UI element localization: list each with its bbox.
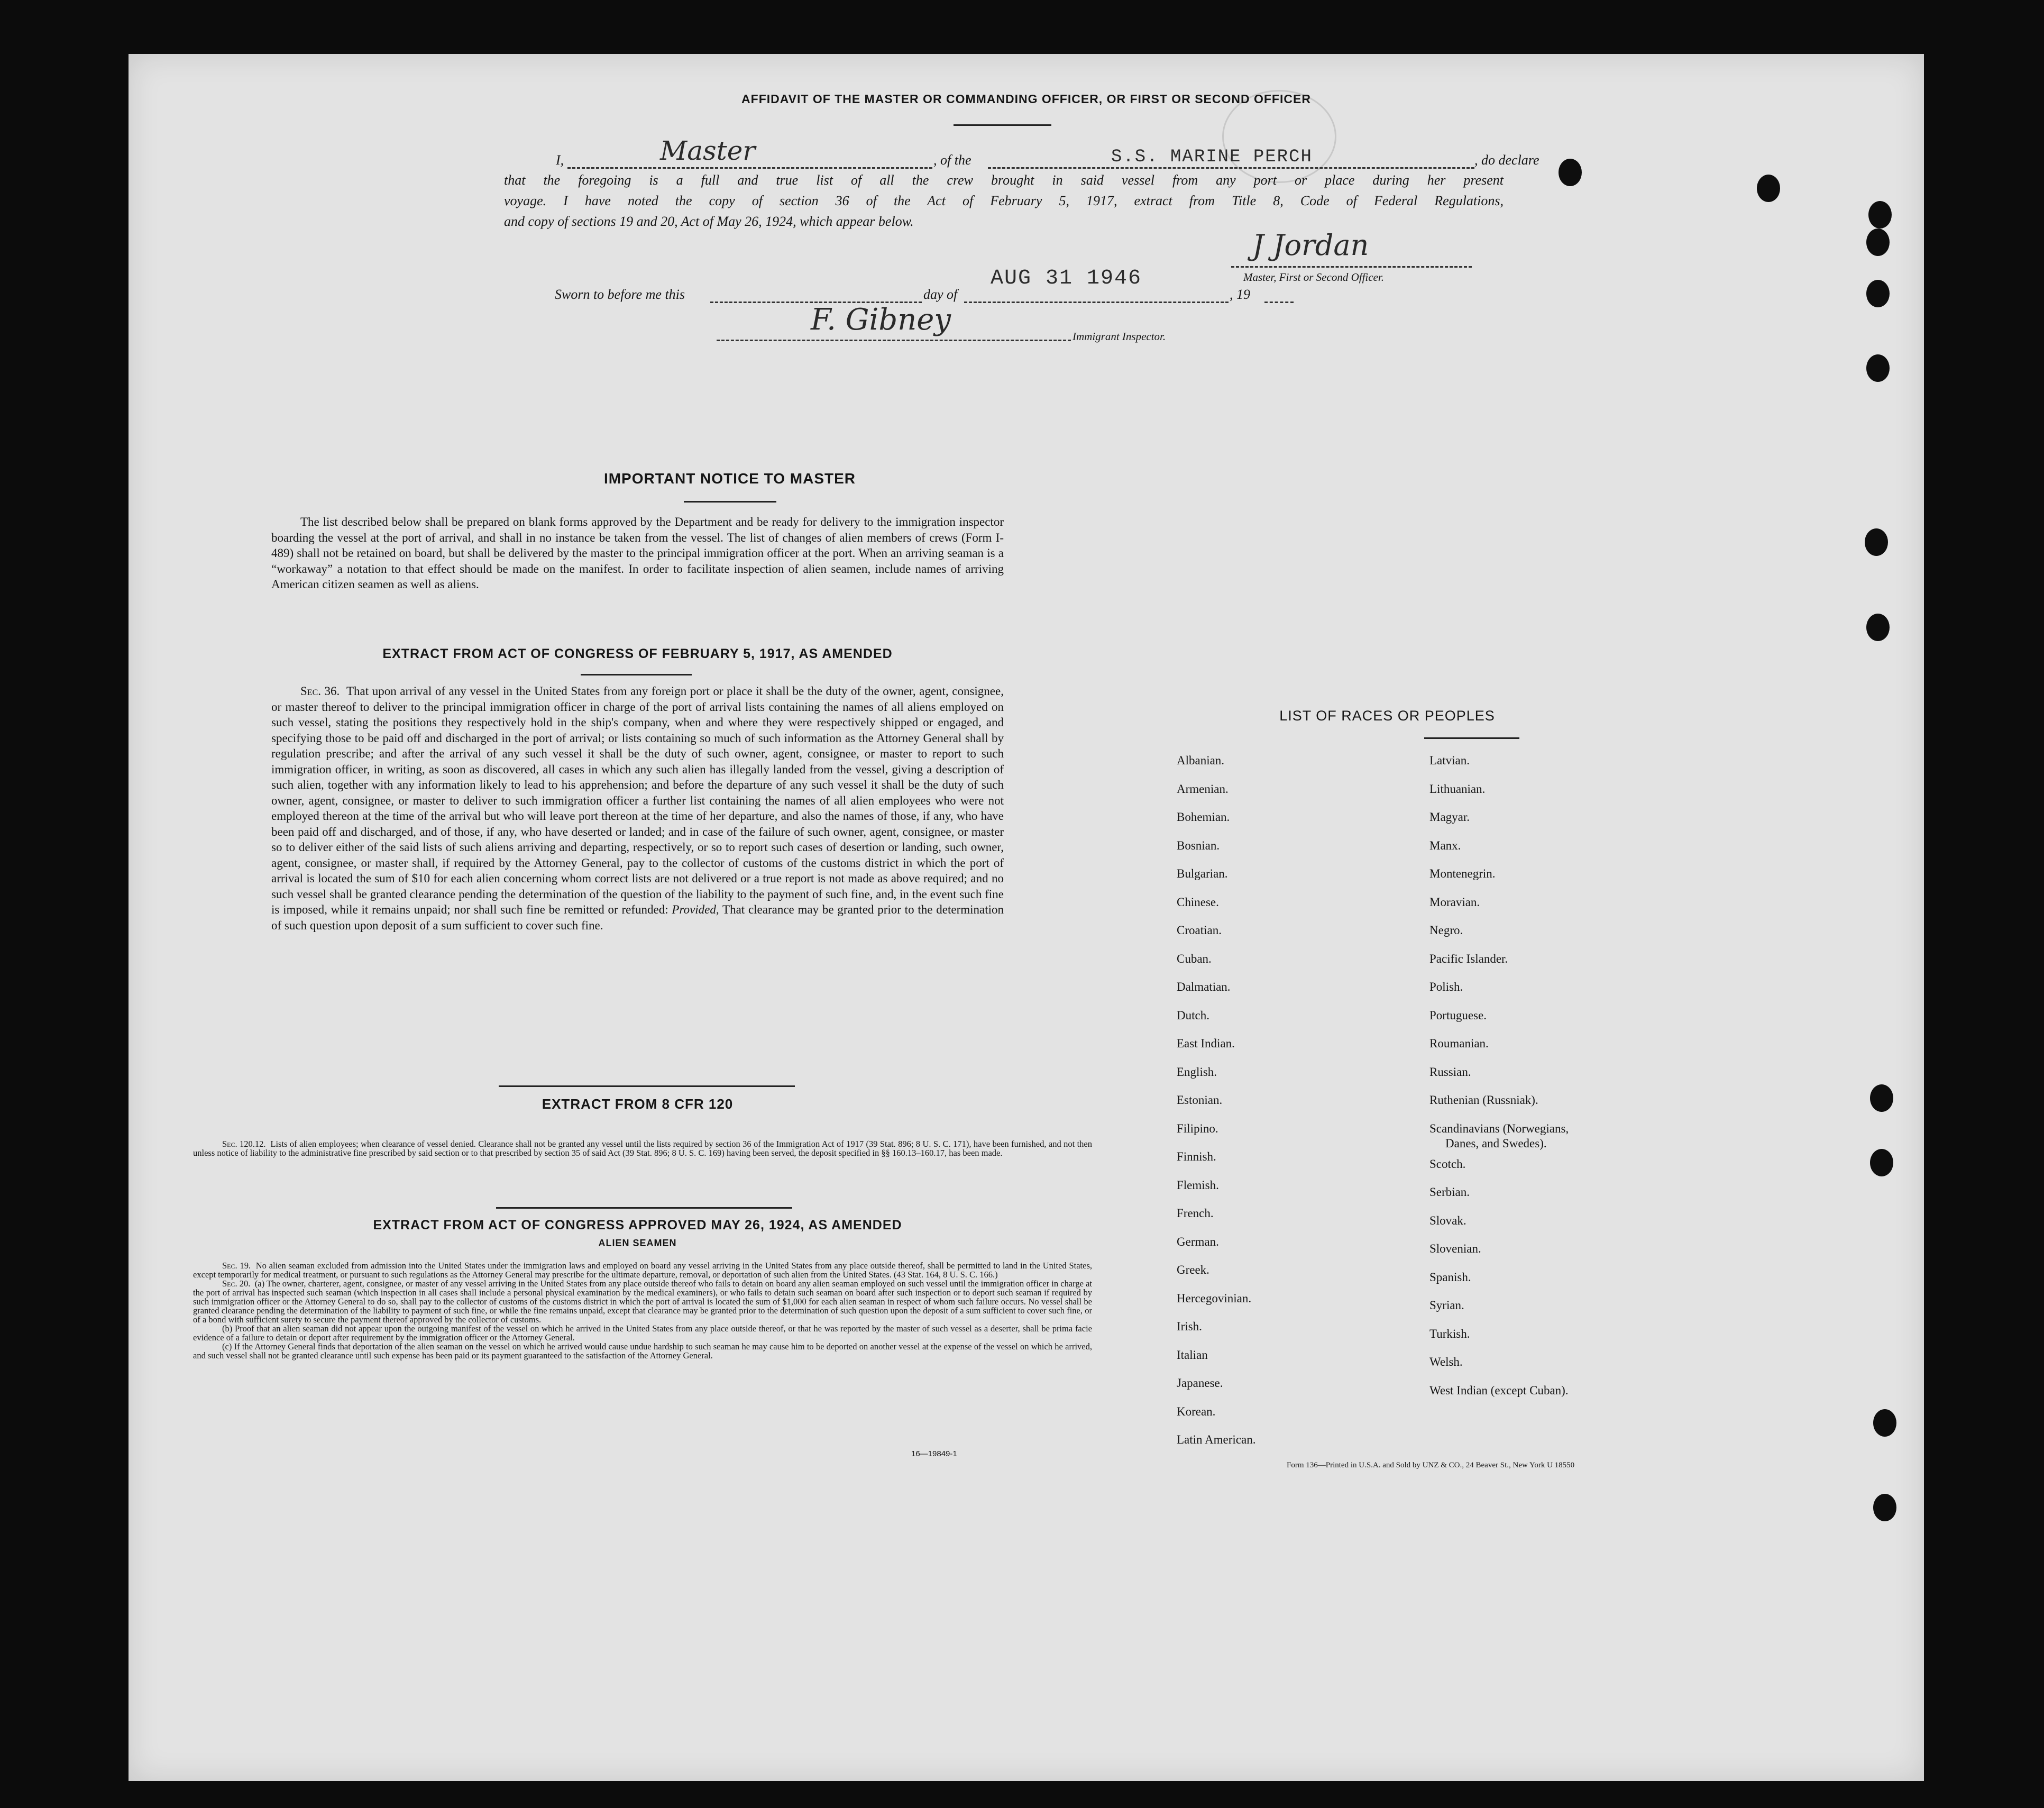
race-item: Syrian.	[1429, 1299, 1464, 1312]
signature-line	[1231, 266, 1472, 268]
title-divider	[954, 124, 1051, 126]
race-item: Bosnian.	[1177, 838, 1220, 852]
race-item: Japanese.	[1177, 1376, 1223, 1390]
binder-hole	[1870, 1084, 1893, 1112]
cfr-divider-top	[499, 1085, 795, 1087]
sec-36-text-end: That clearance may be granted prior to the determination of such question upon deposit of a sum sufficient to cover such fine.	[271, 903, 1004, 932]
race-item: Spanish.	[1429, 1270, 1471, 1284]
race-item: Bulgarian.	[1177, 867, 1228, 880]
race-item: Bohemian.	[1177, 810, 1230, 824]
act-1924-title: EXTRACT FROM ACT OF CONGRESS APPROVED MAY 26, 1924, AS AMENDED	[373, 1218, 902, 1232]
race-item: Latvian.	[1429, 754, 1470, 767]
race-item: Croatian.	[1177, 924, 1222, 937]
binder-hole	[1870, 1149, 1893, 1176]
race-item: Lithuanian.	[1429, 782, 1486, 796]
i-label: I,	[556, 152, 564, 168]
race-item: Dalmatian.	[1177, 980, 1231, 993]
race-item: Estonian.	[1177, 1093, 1223, 1107]
notice-divider	[684, 501, 776, 503]
race-item-scandinavians-line-2: Danes, and Swedes).	[1445, 1136, 1547, 1150]
race-item: Portuguese.	[1429, 1008, 1487, 1022]
binder-hole	[1873, 1494, 1896, 1521]
race-item: Slovak.	[1429, 1213, 1466, 1227]
race-item: West Indian (except Cuban).	[1429, 1383, 1569, 1397]
inspector-signature: F. Gibney	[811, 303, 951, 337]
cfr-title: EXTRACT FROM 8 CFR 120	[542, 1096, 734, 1112]
race-item: Chinese.	[1177, 895, 1219, 909]
sec-20a-text: (a) The owner, charterer, agent, consignee, or master of any vessel arriving in the United States from any place outside thereof who fails to detain on board any alien seaman employed on such vessel until the immigration officer in charge at the port of arrival has inspected such seaman (which inspection in all cases shall include a personal physical examination by the medical examiners), or who fails to detain such seaman on board after such inspection or to deport such seaman if required by such immigration officer or the Attorney General to do so, shall pay to the collector of customs of the customs district in which the port of arrival is located the sum of $1,000 for each alien seaman in respect of whom such failure occurs. No vessel shall be granted clearance pending the determination of the liability to payment of such fine, or while the fine remains unpaid, except that clearance may be granted prior to the determination of such question upon the deposit of a sum sufficient to cover such fine, or of a bond with sufficient surety to secure the payment thereof approved by the collector of customs.	[193, 1279, 1093, 1325]
race-item: Ruthenian (Russniak).	[1429, 1093, 1538, 1107]
act-1917-title: EXTRACT FROM ACT OF CONGRESS OF FEBRUARY 5, 1917, AS AMENDED	[382, 646, 893, 661]
notice-paragraph: The list described below shall be prepared on blank forms approved by the Department and be ready for delivery to the immigration inspector boarding the vessel at the port of arrival, and shall in no instance be taken from the vessel. The list of changes of alien members of crews (Form I-489) shall not be retained on board, but shall be delivered by the master to the principal immigration officer at the port. When an arriving seaman is a “workaway” a notation to that effect should be made on the manifest. In order to facilitate inspection of alien seamen, include names of arriving American citizen seamen as well as aliens.	[271, 515, 1004, 591]
race-item: Montenegrin.	[1429, 867, 1496, 880]
printer-footer: Form 136—Printed in U.S.A. and Sold by UNZ & CO., 24 Beaver St., New York U 18550	[1287, 1461, 1575, 1469]
race-item: English.	[1177, 1065, 1217, 1079]
races-column-1	[1177, 753, 1255, 1461]
sworn-label: Sworn to before me this	[555, 287, 685, 302]
race-item: Serbian.	[1429, 1185, 1470, 1199]
binder-hole	[1873, 1409, 1896, 1437]
date-stamp: AUG 31 1946	[991, 267, 1142, 290]
binder-hole	[1865, 528, 1888, 556]
sec-36-text: That upon arrival of any vessel in the United States from any foreign port or place it shall be the duty of the owner, agent, consignee, or master thereof to deliver to the principal immigration officer in charge of the port of arrival lists containing the names of all aliens employed on such vessel, stating the positions they respectively hold in the ship's company, when and where they were respectively shipped or engaged, and specifying those to be paid off and discharged in the port of arrival; or lists containing so much of such information as the Attorney General shall by regulation prescribe; and after the arrival of any such vessel it shall be the duty of such owner, agent, consignee, or master to report to such immigration officer, in writing, as soon as discovered, all cases in which any such alien has illegally landed from the vessel, giving a description of such alien, together with any information likely to lead to his apprehension; and before the departure of any such vessel it shall be the duty of such owner, agent, consignee, or master to deliver to such immigration officer a further list containing the names of all alien employees who were not employed thereon at the time of the arrival but who will leave port thereon at the time of her departure, and also the names of those, if any, who have been paid off and discharged, and of those, if any, who have deserted or landed; and in case of the failure of such owner, agent, consignee, or master so to deliver either of the said lists of such aliens arriving and departing, respectively, or so to report such cases of desertion or landing, such owner, agent, consignee, or master shall, if required by the Attorney General, pay to the collector of customs of the customs district in which the port of arrival is located the sum of $10 for each alien concerning whom correct lists are not delivered or a true report is not made as above required; and no such vessel shall be granted clearance pending the determination of the question of the liability to the payment of such fine, and, in the event such fine is imposed, while it remains unpaid; nor shall such fine be remitted or refunded:	[271, 684, 1004, 916]
master-signature: J Jordan	[1252, 229, 1369, 262]
year-label: , 19	[1230, 287, 1250, 302]
form-code: 16—19849-1	[911, 1449, 957, 1458]
filled-role: Master	[660, 135, 756, 166]
race-item: Irish.	[1177, 1320, 1202, 1333]
year-line	[1264, 302, 1294, 303]
race-item: Flemish.	[1177, 1178, 1219, 1192]
affidavit-title: AFFIDAVIT OF THE MASTER OR COMMANDING OFFICER, OR FIRST OR SECOND OFFICER	[741, 92, 1311, 106]
act-1924-divider-top	[496, 1207, 792, 1209]
cfr-text	[193, 1139, 1092, 1157]
race-item: Polish.	[1429, 980, 1463, 993]
race-item: Roumanian.	[1429, 1037, 1489, 1050]
name-field-line	[567, 167, 932, 169]
race-item: Manx.	[1429, 838, 1461, 852]
inspector-line	[717, 340, 1071, 341]
document-page	[129, 54, 1924, 1781]
race-item-scandinavians	[1429, 1121, 1569, 1157]
race-item: Dutch.	[1177, 1008, 1209, 1022]
race-item: Cuban.	[1177, 952, 1212, 965]
sec-20-label: Sec. 20.	[222, 1279, 251, 1289]
race-item: Greek.	[1177, 1263, 1209, 1276]
race-item: Finnish.	[1177, 1150, 1216, 1163]
notice-text	[271, 514, 1004, 592]
race-item: Moravian.	[1429, 895, 1480, 909]
race-item: Russian.	[1429, 1065, 1471, 1079]
act-1924-text	[193, 1261, 1092, 1360]
sec-19-text: No alien seaman excluded from admission into the United States under the immigration laws and employed on board any vessel arriving in the United States from any place outside thereof, shall be permitted to land in the United States, except temporarily for medical treatment, or pursuant to such regulations as the Attorney General may prescribe for the ultimate departure, removal, or deportation of such alien from the United States. (43 Stat. 164, 8 U. S. C. 166.)	[193, 1261, 1092, 1280]
binder-hole	[1559, 159, 1582, 186]
day-of-label: day of	[923, 287, 958, 302]
binder-hole	[1866, 354, 1890, 382]
race-item: Turkish.	[1429, 1327, 1470, 1340]
race-item: Hercegovinian.	[1177, 1291, 1252, 1305]
sec-120-label: Sec. 120.12.	[222, 1139, 266, 1149]
binder-hole	[1866, 614, 1890, 641]
race-item: Italian	[1177, 1348, 1208, 1362]
binder-hole	[1868, 201, 1892, 229]
race-item: German.	[1177, 1235, 1219, 1248]
master-label: Master, First or Second Officer.	[1243, 271, 1384, 284]
race-item: Korean.	[1177, 1404, 1216, 1418]
sec-120-text: Lists of alien employees; when clearance of vessel denied. Clearance shall not be granted any vessel until the lists required by section 36 of the Immigration Act of 1917 (39 Stat. 896; 8 U. S. C. 171), have been furnished, and not then unless notice of liability to the administrative fine prescribed by said section or to that prescribed by section 35 of said Act (39 Stat. 896; 8 U. S. C. 169) having been served, the deposit specified in §§ 160.13–160.17, has been made.	[193, 1139, 1092, 1158]
sec-20b-text: (b) Proof that an alien seaman did not appear upon the outgoing manifest of the vessel on which he arrived in the United States from any place outside thereof, or that he was reported by the master of such vessel as a deserter, shall be prima facie evidence of a failure to detain or deport after requirement by the immigration officer or the Attorney General.	[193, 1323, 1092, 1343]
provided-label: Provided,	[672, 903, 719, 916]
race-item: Albanian.	[1177, 754, 1225, 767]
declaration-line-1: that the foregoing is a full and true list of all the crew brought in said vessel from any port or place during her present	[504, 172, 1504, 188]
race-item: Negro.	[1429, 924, 1463, 937]
race-item: Scotch.	[1429, 1157, 1466, 1171]
sec-36-label: Sec. 36.	[300, 684, 340, 698]
race-item: East Indian.	[1177, 1037, 1235, 1050]
of-the-label: , of the	[933, 152, 971, 168]
act-1917-divider	[581, 674, 692, 675]
sec-20c-text: (c) If the Attorney General finds that deportation of the alien seaman on the vessel on which he arrived would cause undue hardship to such seaman he may cause him to be deported on another vessel at the expense of the vessel on which he arrived, and such vessel shall not be granted clearance until such expense has been paid or its payment guaranteed to the satisfaction of the Attorney General.	[193, 1341, 1092, 1360]
vessel-name: S.S. MARINE PERCH	[1111, 147, 1313, 167]
race-item: Latin American.	[1177, 1433, 1256, 1446]
act-1917-text	[271, 683, 1004, 933]
sworn-month-line	[964, 302, 1229, 303]
notice-title: IMPORTANT NOTICE TO MASTER	[603, 470, 856, 487]
binder-hole	[1866, 229, 1890, 256]
sec-19-label: Sec. 19.	[222, 1261, 251, 1271]
race-item: Filipino.	[1177, 1121, 1218, 1135]
races-title: LIST OF RACES OR PEOPLES	[1279, 708, 1495, 724]
race-item: Pacific Islander.	[1429, 952, 1508, 965]
race-item: Slovenian.	[1429, 1242, 1481, 1255]
race-item: French.	[1177, 1207, 1214, 1220]
binder-hole	[1757, 175, 1780, 202]
alien-seamen-subtitle: ALIEN SEAMEN	[598, 1238, 677, 1248]
declaration-line-2: voyage. I have noted the copy of section 36 of the Act of February 5, 1917, extract from Title 8, Code of Federal Regulations,	[504, 193, 1504, 208]
vessel-field-line	[988, 167, 1474, 169]
race-item-scandinavians-line-1: Scandinavians (Norwegians,	[1429, 1121, 1569, 1135]
races-column-2	[1429, 753, 1569, 1411]
race-item: Welsh.	[1429, 1355, 1463, 1368]
inspector-label: Immigrant Inspector.	[1073, 330, 1166, 343]
binder-hole	[1866, 280, 1890, 307]
do-declare-label: , do declare	[1474, 152, 1539, 168]
declaration-line-3: and copy of sections 19 and 20, Act of May 26, 1924, which appear below.	[504, 214, 914, 229]
race-item: Magyar.	[1429, 810, 1470, 824]
races-divider	[1424, 737, 1519, 739]
race-item: Armenian.	[1177, 782, 1229, 796]
